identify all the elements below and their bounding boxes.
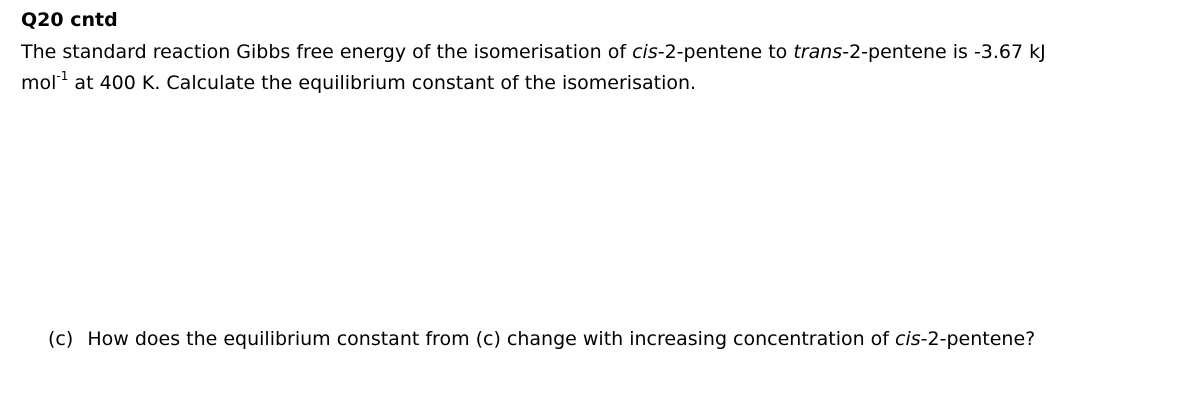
question-text-segment: -2-pentene to [657,41,794,63]
unit-text: mol [21,72,57,94]
question-text-segment: at 400 K. Calculate the equilibrium constant of the isomerisation. [68,72,697,94]
question-text-line-1 [21,39,1046,65]
question-heading: Q20 cntd [21,9,118,31]
part-c-label: (c) [48,328,74,350]
question-text-segment: -2-pentene is -3.67 kJ [842,41,1046,63]
trans-italic: trans [793,41,843,63]
cis-italic: cis [632,41,658,63]
part-c-question [48,326,1035,352]
part-c-text-segment: -2-pentene? [920,328,1036,350]
question-text-line-2 [21,70,696,96]
unit-exponent: -1 [56,68,69,83]
cis-italic: cis [895,328,921,350]
question-text-segment: The standard reaction Gibbs free energy of the isomerisation of [21,41,633,63]
part-c-text-segment: How does the equilibrium constant from (c) change with increasing concentration of [87,328,896,350]
